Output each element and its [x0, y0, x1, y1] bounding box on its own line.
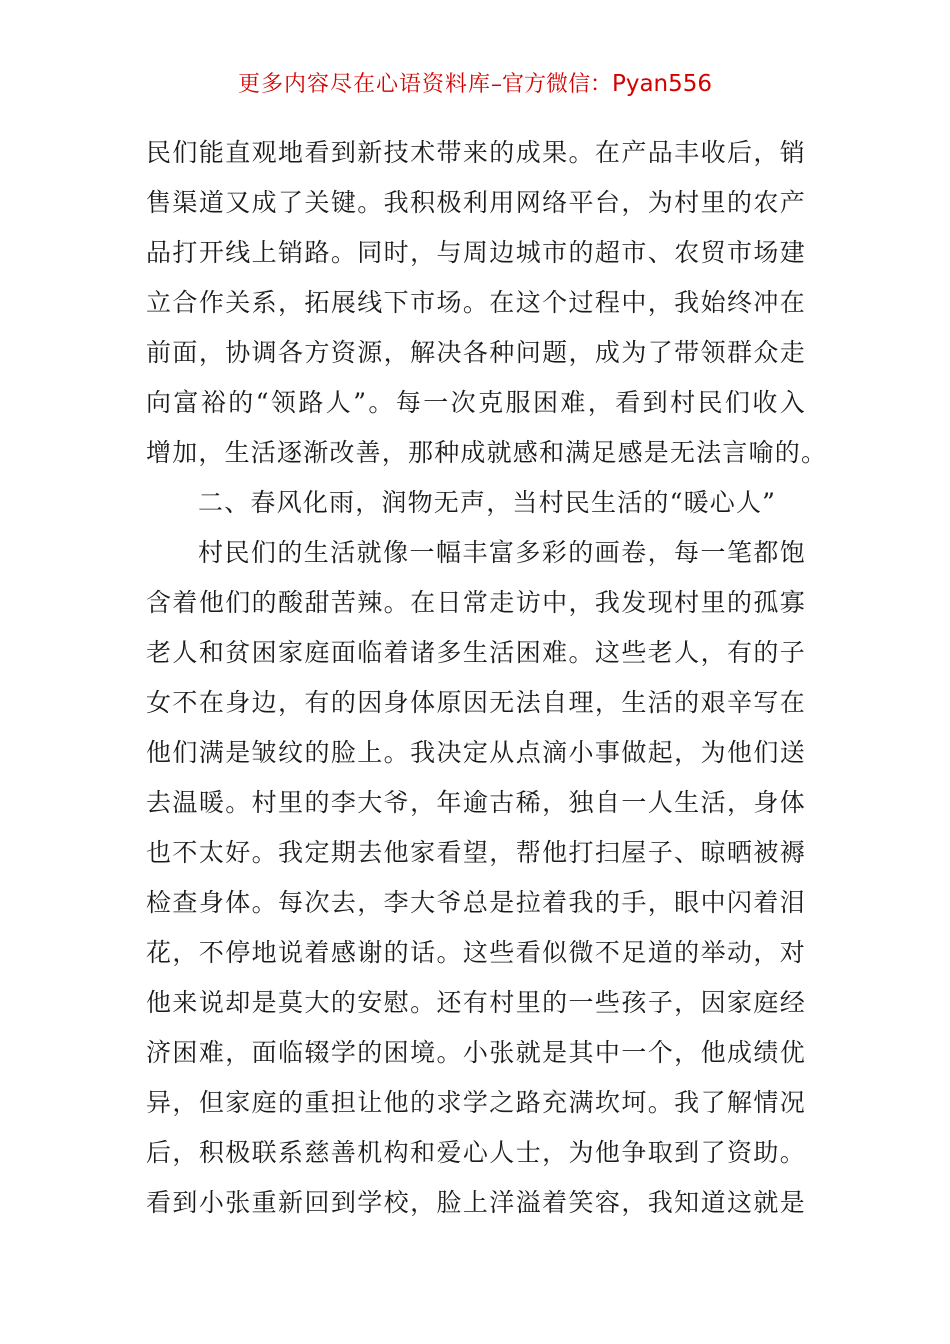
text-line: 含着他们的酸甜苦辣。在日常走访中，我发现村里的孤寡	[146, 588, 806, 617]
text-line: 民们能直观地看到新技术带来的成果。在产品丰收后，销	[146, 138, 806, 167]
text-line: 也不太好。我定期去他家看望，帮他打扫屋子、晾晒被褥	[146, 838, 806, 867]
text-line: 村民们的生活就像一幅丰富多彩的画卷，每一笔都饱	[198, 538, 806, 567]
text-line: 检查身体。每次去，李大爷总是拉着我的手，眼中闪着泪	[146, 888, 806, 917]
text-line: 济困难，面临辍学的困境。小张就是其中一个，他成绩优	[146, 1038, 806, 1067]
text-line: 向富裕的“领路人”。每一次克服困难，看到村民们收入	[146, 388, 806, 417]
text-line: 售渠道又成了关键。我积极利用网络平台，为村里的农产	[146, 188, 806, 217]
text-line: 增加，生活逐渐改善，那种成就感和满足感是无法言喻的。	[146, 438, 828, 467]
text-line: 他们满是皱纹的脸上。我决定从点滴小事做起，为他们送	[146, 738, 806, 767]
text-line: 花，不停地说着感谢的话。这些看似微不足道的举动，对	[146, 938, 806, 967]
header-wechat-id: Pyan556	[611, 71, 713, 97]
text-line: 前面，协调各方资源，解决各种问题，成为了带领群众走	[146, 338, 806, 367]
text-line: 去温暖。村里的李大爷，年逾古稀，独自一人生活，身体	[146, 788, 806, 817]
watermark-header	[0, 66, 950, 103]
text-line: 异，但家庭的重担让他的求学之路充满坎坷。我了解情况	[146, 1088, 806, 1117]
text-line: 立合作关系，拓展线下市场。在这个过程中，我始终冲在	[146, 288, 806, 317]
text-line: 老人和贫困家庭面临着诸多生活困难。这些老人，有的子	[146, 638, 806, 667]
header-brand: 更多内容尽在心语资料库	[237, 72, 491, 97]
text-line: 女不在身边，有的因身体原因无法自理，生活的艰辛写在	[146, 688, 806, 717]
header-wechat-label: 官方微信：	[501, 72, 612, 97]
text-line: 看到小张重新回到学校，脸上洋溢着笑容，我知道这就是	[146, 1188, 806, 1217]
text-line: 后，积极联系慈善机构和爱心人士，为他争取到了资助。	[146, 1138, 806, 1167]
text-line: 他来说却是莫大的安慰。还有村里的一些孩子，因家庭经	[146, 988, 806, 1017]
document-body	[146, 128, 828, 1228]
header-dash: –	[490, 72, 502, 97]
text-line: 品打开线上销路。同时，与周边城市的超市、农贸市场建	[146, 238, 806, 267]
section-heading: 二、春风化雨，润物无声，当村民生活的“暖心人”	[198, 488, 777, 517]
